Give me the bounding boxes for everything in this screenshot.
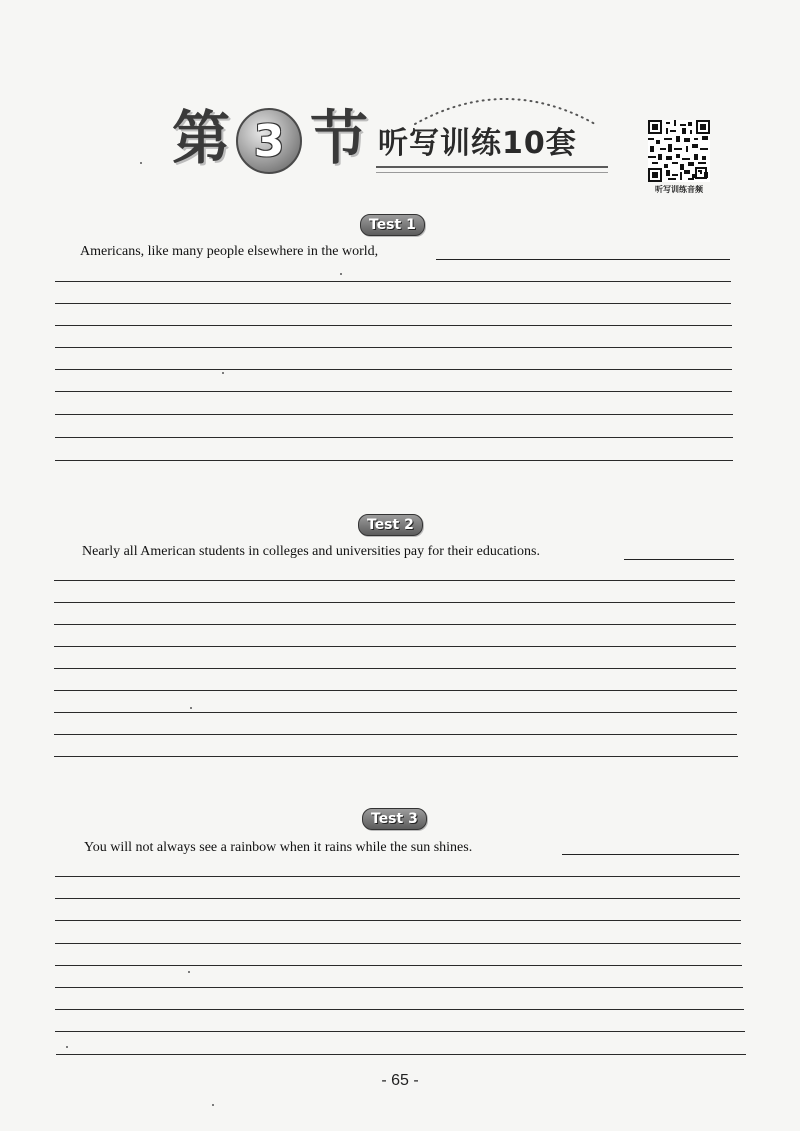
section-subtitle: 听写训练10套 (378, 126, 577, 161)
test-2-answer-line[interactable] (54, 712, 737, 713)
scan-speck (66, 1046, 68, 1048)
test-2-answer-line[interactable] (54, 756, 738, 757)
qr-code-icon[interactable] (648, 120, 710, 182)
scan-speck (140, 162, 142, 164)
test-2-badge: Test 2 (358, 514, 423, 536)
test-3-answer-line[interactable] (55, 920, 741, 921)
section-number-badge: 3 (236, 108, 302, 174)
test-2-answer-line[interactable] (54, 668, 736, 669)
qr-caption: 听写训练音频 (655, 185, 703, 194)
scan-speck (190, 707, 192, 709)
test-3-answer-line[interactable] (55, 898, 740, 899)
test-3-answer-line[interactable] (55, 876, 740, 877)
test-1-answer-line[interactable] (55, 325, 732, 326)
test-3-answer-line[interactable] (55, 1009, 744, 1010)
test-3-answer-line[interactable] (55, 1031, 745, 1032)
test-2-answer-line[interactable] (54, 734, 737, 735)
test-3-prompt: You will not always see a rainbow when it rains while the sun shines. (84, 840, 473, 855)
test-1-answer-line[interactable] (55, 391, 732, 392)
test-1-answer-line[interactable] (55, 303, 731, 304)
test-1-answer-line[interactable] (55, 414, 733, 415)
test-1-badge: Test 1 (360, 214, 425, 236)
scan-speck (188, 971, 190, 973)
test-1-answer-line[interactable] (55, 460, 733, 461)
test-1-prompt: Americans, like many people elsewhere in the world, (80, 244, 379, 259)
test-2-answer-line[interactable] (54, 690, 737, 691)
test-3-answer-line[interactable] (55, 965, 742, 966)
page-number: - 65 - (381, 1072, 419, 1089)
scan-speck (340, 273, 342, 275)
test-3-answer-line[interactable] (55, 987, 743, 988)
test-2-answer-line[interactable] (54, 602, 735, 603)
subtitle-underline (376, 166, 608, 173)
test-1-answer-line[interactable] (55, 347, 732, 348)
test-2-answer-line[interactable] (54, 580, 735, 581)
test-3-badge: Test 3 (362, 808, 427, 830)
test-1-answer-line[interactable] (55, 437, 733, 438)
page-header (0, 0, 800, 200)
test-3-answer-line[interactable] (55, 943, 741, 944)
test-3-answer-line[interactable] (56, 1054, 746, 1055)
scan-speck (222, 372, 224, 374)
test-2-answer-line[interactable] (54, 646, 736, 647)
test-2-answer-blank[interactable] (624, 559, 734, 560)
test-3-answer-blank[interactable] (562, 854, 739, 855)
scan-speck (212, 1104, 214, 1106)
test-2-prompt: Nearly all American students in colleges and universities pay for their educations. (82, 544, 540, 559)
test-1-answer-line[interactable] (55, 281, 731, 282)
test-1-answer-blank[interactable] (436, 259, 730, 260)
section-title-prefix: 第 (172, 104, 231, 172)
test-1-answer-line[interactable] (55, 369, 732, 370)
test-2-answer-line[interactable] (54, 624, 736, 625)
section-title-suffix: 节 (310, 104, 369, 172)
